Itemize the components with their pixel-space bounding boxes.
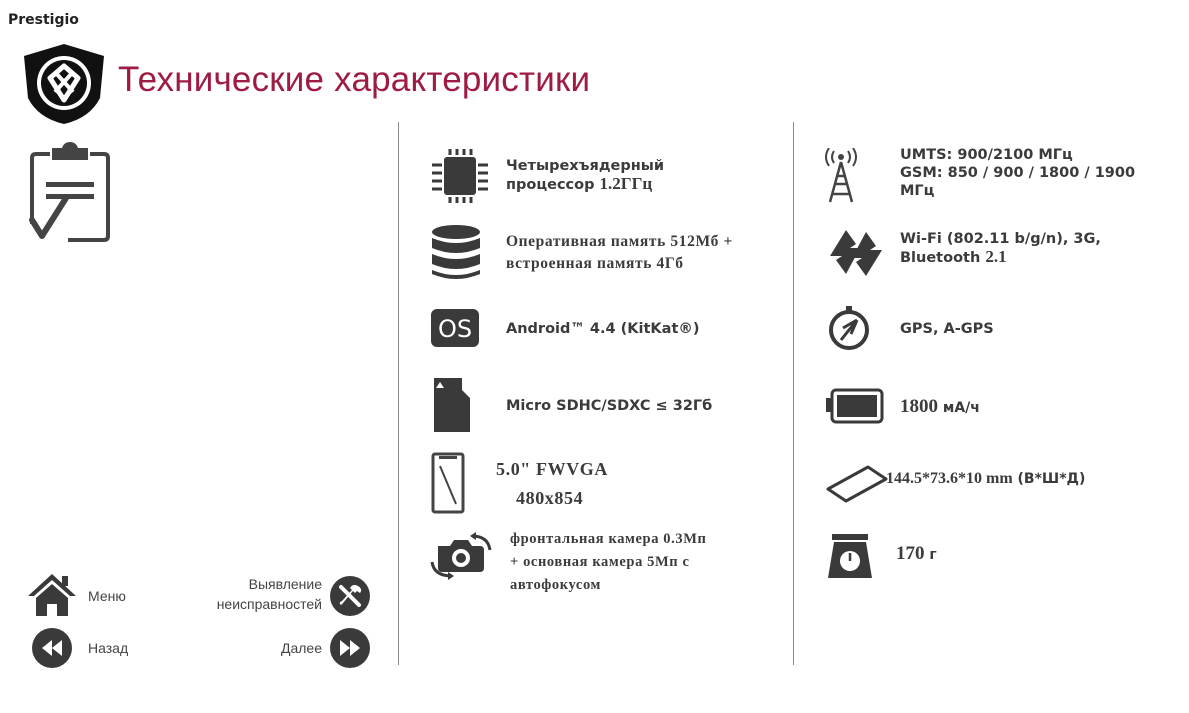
os-spec: Android™ 4.4 (KitKat®) [506, 321, 700, 337]
gps-spec: GPS, A-GPS [900, 321, 994, 337]
wireless-bluetooth [900, 248, 1101, 267]
prestigio-logo-icon [20, 42, 108, 126]
menu-label: Меню [88, 588, 126, 604]
camera-spec [510, 528, 706, 597]
weight-value: 170 [896, 543, 925, 564]
wireless-spec [900, 230, 1101, 267]
rewind-icon [32, 628, 72, 668]
sync-arrows-icon [826, 226, 886, 280]
sd-card-icon [432, 378, 472, 432]
bluetooth-version: 2.1 [985, 247, 1007, 266]
memory-spec [506, 231, 733, 275]
brand-name: Prestigio [8, 12, 79, 28]
memory-line-1: Оперативная память 512Мб + [506, 233, 733, 250]
cpu-line-2 [506, 175, 664, 194]
display-size: 5.0" FWVGA [496, 459, 608, 479]
os-icon [431, 309, 479, 347]
battery-unit: мА/ч [938, 400, 980, 416]
scale-icon [828, 534, 872, 578]
dimensions-unit: (В*Ш*Д) [1012, 471, 1086, 487]
database-icon [430, 224, 482, 280]
wireless-wifi: Wi-Fi (802.11 b/g/n), 3G, [900, 231, 1101, 247]
network-spec [900, 146, 1135, 200]
battery-icon [826, 388, 884, 424]
display-resolution: 480x854 [516, 488, 584, 508]
camera-line-1: фронтальная камера 0.3Мп [510, 531, 707, 547]
cpu-line-2-label: процессор [506, 177, 600, 193]
network-gsm: GSM: 850 / 900 / 1800 / 1900 [900, 165, 1136, 181]
cpu-spec [506, 157, 664, 194]
camera-line-3: автофокусом [510, 577, 602, 593]
next-label: Далее [280, 640, 322, 656]
cpu-line-1: Четырехъядерный [506, 158, 665, 174]
troubleshoot-label-line-2: неисправностей [216, 596, 322, 612]
tools-icon [330, 576, 370, 616]
weight-spec [896, 543, 937, 565]
memory-line-2: встроенная память 4Гб [506, 255, 684, 272]
battery-spec [900, 396, 980, 418]
back-label: Назад [88, 640, 129, 656]
dimensions-spec [886, 470, 1085, 488]
home-icon [28, 574, 76, 616]
page-title: Технические характеристики [118, 60, 591, 99]
column-divider-left [398, 122, 399, 665]
dimensions-value: 144.5*73.6*10 mm [886, 470, 1013, 487]
storage-spec: Micro SDHC/SDXC ≤ 32Гб [506, 398, 713, 414]
column-divider-right [793, 122, 794, 665]
fast-forward-icon [330, 628, 370, 668]
camera-line-2: + основная камера 5Мп с [510, 554, 690, 570]
display-spec [496, 455, 608, 513]
menu-button[interactable] [28, 570, 128, 620]
network-umts: UMTS: 900/2100 МГц [900, 147, 1073, 163]
cpu-frequency: 1.2ГГц [599, 174, 653, 193]
svg-text:OS: OS [437, 315, 473, 343]
network-unit: МГц [900, 183, 935, 199]
tilted-phone-icon [824, 461, 888, 503]
phone-screen-icon [431, 452, 465, 514]
troubleshoot-label-line-1: Выявление [248, 576, 322, 592]
camera-switch-icon [428, 532, 494, 580]
compass-icon [827, 306, 871, 352]
battery-capacity: 1800 [900, 396, 938, 417]
troubleshoot-button[interactable] [200, 570, 372, 620]
bluetooth-label: Bluetooth [900, 250, 986, 266]
troubleshoot-label [217, 574, 322, 614]
cpu-icon [428, 147, 492, 205]
antenna-tower-icon [822, 148, 860, 204]
clipboard-check-icon [28, 140, 112, 244]
next-button[interactable] [260, 626, 372, 670]
back-button[interactable] [28, 626, 138, 670]
weight-unit: г [924, 547, 937, 563]
